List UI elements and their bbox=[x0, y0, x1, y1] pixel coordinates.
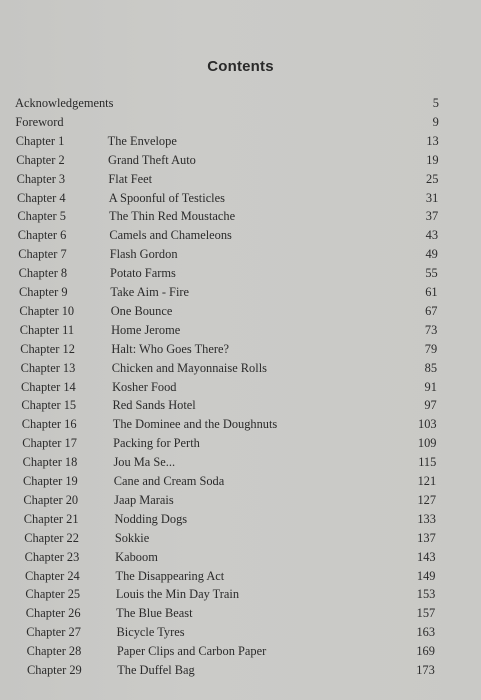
chapter-title: Flash Gordon bbox=[109, 247, 178, 262]
chapter-label: Chapter 12 bbox=[20, 341, 75, 356]
chapter-entry bbox=[0, 434, 481, 452]
chapter-title: Flat Feet bbox=[108, 171, 153, 186]
chapter-entry bbox=[0, 604, 481, 622]
chapter-title: One Bounce bbox=[110, 303, 173, 318]
chapter-label: Chapter 27 bbox=[26, 625, 81, 640]
chapter-entry bbox=[0, 302, 481, 320]
chapter-title: Take Aim - Fire bbox=[110, 285, 190, 299]
page-number: 55 bbox=[425, 266, 438, 281]
chapter-title: The Blue Beast bbox=[116, 606, 193, 621]
page-number: 153 bbox=[416, 587, 436, 602]
chapter-label: Chapter 16 bbox=[21, 417, 77, 432]
chapter-title: Grand Theft Auto bbox=[108, 152, 196, 167]
chapter-title: Halt: Who Goes There? bbox=[111, 341, 229, 356]
front-matter-entry bbox=[0, 94, 481, 112]
chapter-title: Kosher Food bbox=[112, 379, 177, 394]
chapter-label: Chapter 22 bbox=[24, 530, 79, 545]
page-number: 137 bbox=[417, 530, 436, 545]
chapter-label: Chapter 1 bbox=[15, 133, 65, 148]
chapter-title: Paper Clips and Carbon Paper bbox=[116, 644, 267, 659]
chapter-label: Chapter 9 bbox=[19, 285, 68, 299]
page-number: 143 bbox=[417, 549, 436, 564]
chapter-entry bbox=[0, 661, 481, 679]
chapter-label: Chapter 15 bbox=[21, 398, 77, 413]
chapter-title: Bicycle Tyres bbox=[116, 625, 185, 640]
chapter-title: Packing for Perth bbox=[113, 436, 200, 451]
chapter-label: Chapter 29 bbox=[27, 663, 82, 677]
chapter-title: Camels and Chameleons bbox=[109, 228, 232, 243]
chapter-entry bbox=[0, 245, 481, 263]
chapter-label: Chapter 19 bbox=[23, 474, 78, 488]
chapter-label: Chapter 4 bbox=[17, 190, 66, 205]
chapter-entry bbox=[0, 264, 481, 282]
chapter-label: Chapter 20 bbox=[23, 492, 79, 507]
chapter-entry bbox=[0, 529, 481, 547]
page-number: 173 bbox=[416, 663, 435, 677]
chapter-label: Chapter 13 bbox=[20, 360, 76, 375]
page-number: 121 bbox=[417, 474, 437, 488]
chapter-label: Chapter 10 bbox=[19, 303, 75, 318]
chapter-label: Chapter 14 bbox=[21, 379, 76, 394]
page-number: 157 bbox=[416, 606, 436, 621]
chapter-entry bbox=[0, 207, 481, 225]
chapter-label: Chapter 23 bbox=[24, 549, 80, 564]
chapter-label: Chapter 7 bbox=[18, 247, 67, 262]
page-number: 97 bbox=[424, 398, 437, 413]
chapter-entry bbox=[0, 151, 481, 169]
table-of-contents bbox=[0, 94, 481, 684]
chapter-title: The Duffel Bag bbox=[117, 663, 195, 677]
chapter-entry bbox=[0, 567, 481, 585]
chapter-entry bbox=[0, 623, 481, 641]
chapter-label: Chapter 18 bbox=[22, 455, 78, 470]
chapter-label: Chapter 6 bbox=[17, 228, 67, 243]
chapter-entry bbox=[0, 396, 481, 414]
chapter-entry bbox=[0, 340, 481, 358]
chapter-entry bbox=[0, 321, 481, 339]
chapter-label: Chapter 2 bbox=[16, 152, 65, 167]
page-number: 9 bbox=[432, 114, 439, 129]
chapter-title: Cane and Cream Soda bbox=[113, 474, 225, 488]
page-number: 5 bbox=[432, 96, 439, 110]
chapter-entry bbox=[0, 585, 481, 603]
chapter-entry bbox=[0, 359, 481, 377]
page-number: 103 bbox=[418, 417, 437, 432]
chapter-title: A Spoonful of Testicles bbox=[108, 190, 225, 205]
chapter-label: Chapter 11 bbox=[19, 322, 75, 337]
page-number: 115 bbox=[418, 455, 437, 470]
page-number: 61 bbox=[425, 285, 438, 299]
chapter-label: Chapter 28 bbox=[26, 644, 82, 659]
chapter-title: The Dominee and the Doughnuts bbox=[112, 417, 278, 432]
chapter-title: Red Sands Hotel bbox=[112, 398, 196, 413]
chapter-title: Sokkie bbox=[114, 530, 150, 545]
chapter-title: Kaboom bbox=[115, 549, 158, 564]
chapter-entry bbox=[0, 132, 481, 150]
page-number: 163 bbox=[416, 625, 436, 640]
page-title: Contents bbox=[207, 58, 274, 75]
chapter-entry bbox=[0, 548, 481, 566]
chapter-title: The Envelope bbox=[107, 133, 177, 148]
chapter-title: Nodding Dogs bbox=[114, 511, 188, 526]
page-number: 91 bbox=[424, 379, 437, 394]
chapter-title: Jaap Marais bbox=[114, 492, 174, 507]
page-number: 127 bbox=[417, 492, 437, 507]
page-number: 31 bbox=[425, 190, 439, 205]
chapter-entry bbox=[0, 189, 481, 207]
chapter-label: Chapter 21 bbox=[23, 511, 79, 526]
chapter-label: Chapter 5 bbox=[17, 209, 66, 224]
page-number: 25 bbox=[426, 171, 439, 186]
chapter-label: Chapter 3 bbox=[16, 171, 66, 186]
chapter-title: Jou Ma Se... bbox=[113, 455, 176, 470]
chapter-label: Chapter 26 bbox=[25, 606, 81, 621]
chapter-title: Louis the Min Day Train bbox=[115, 587, 240, 602]
entry-label: Foreword bbox=[15, 114, 64, 129]
page-number: 19 bbox=[426, 152, 439, 167]
chapter-title: The Disappearing Act bbox=[115, 568, 225, 583]
chapter-entry bbox=[0, 415, 481, 433]
page-number: 149 bbox=[416, 568, 436, 583]
chapter-entry bbox=[0, 378, 481, 396]
page-number: 67 bbox=[425, 303, 438, 318]
chapter-title: Potato Farms bbox=[110, 266, 176, 281]
page-number: 43 bbox=[425, 228, 439, 243]
page-number: 85 bbox=[424, 360, 438, 375]
chapter-title: Chicken and Mayonnaise Rolls bbox=[111, 360, 267, 375]
chapter-entry bbox=[0, 510, 481, 528]
front-matter-entry bbox=[0, 113, 481, 131]
chapter-entry bbox=[0, 491, 481, 509]
page-number: 49 bbox=[425, 247, 438, 262]
page-number: 79 bbox=[424, 341, 438, 356]
chapter-entry bbox=[0, 453, 481, 471]
chapter-entry bbox=[0, 283, 481, 301]
page-number: 169 bbox=[416, 644, 435, 659]
chapter-entry bbox=[0, 226, 481, 244]
chapter-entry bbox=[0, 170, 481, 188]
chapter-label: Chapter 8 bbox=[18, 266, 68, 281]
chapter-label: Chapter 25 bbox=[25, 587, 81, 602]
page-number: 133 bbox=[417, 511, 436, 526]
page-number: 109 bbox=[417, 436, 437, 451]
chapter-title: Home Jerome bbox=[111, 322, 181, 337]
page-number: 13 bbox=[426, 133, 439, 148]
chapter-entry bbox=[0, 472, 481, 490]
chapter-entry bbox=[0, 642, 481, 660]
page-number: 73 bbox=[424, 322, 438, 337]
chapter-title: The Thin Red Moustache bbox=[109, 209, 236, 224]
chapter-label: Chapter 17 bbox=[22, 436, 77, 451]
entry-label: Acknowledgements bbox=[15, 96, 114, 110]
page-number: 37 bbox=[425, 209, 439, 224]
chapter-label: Chapter 24 bbox=[25, 568, 80, 583]
